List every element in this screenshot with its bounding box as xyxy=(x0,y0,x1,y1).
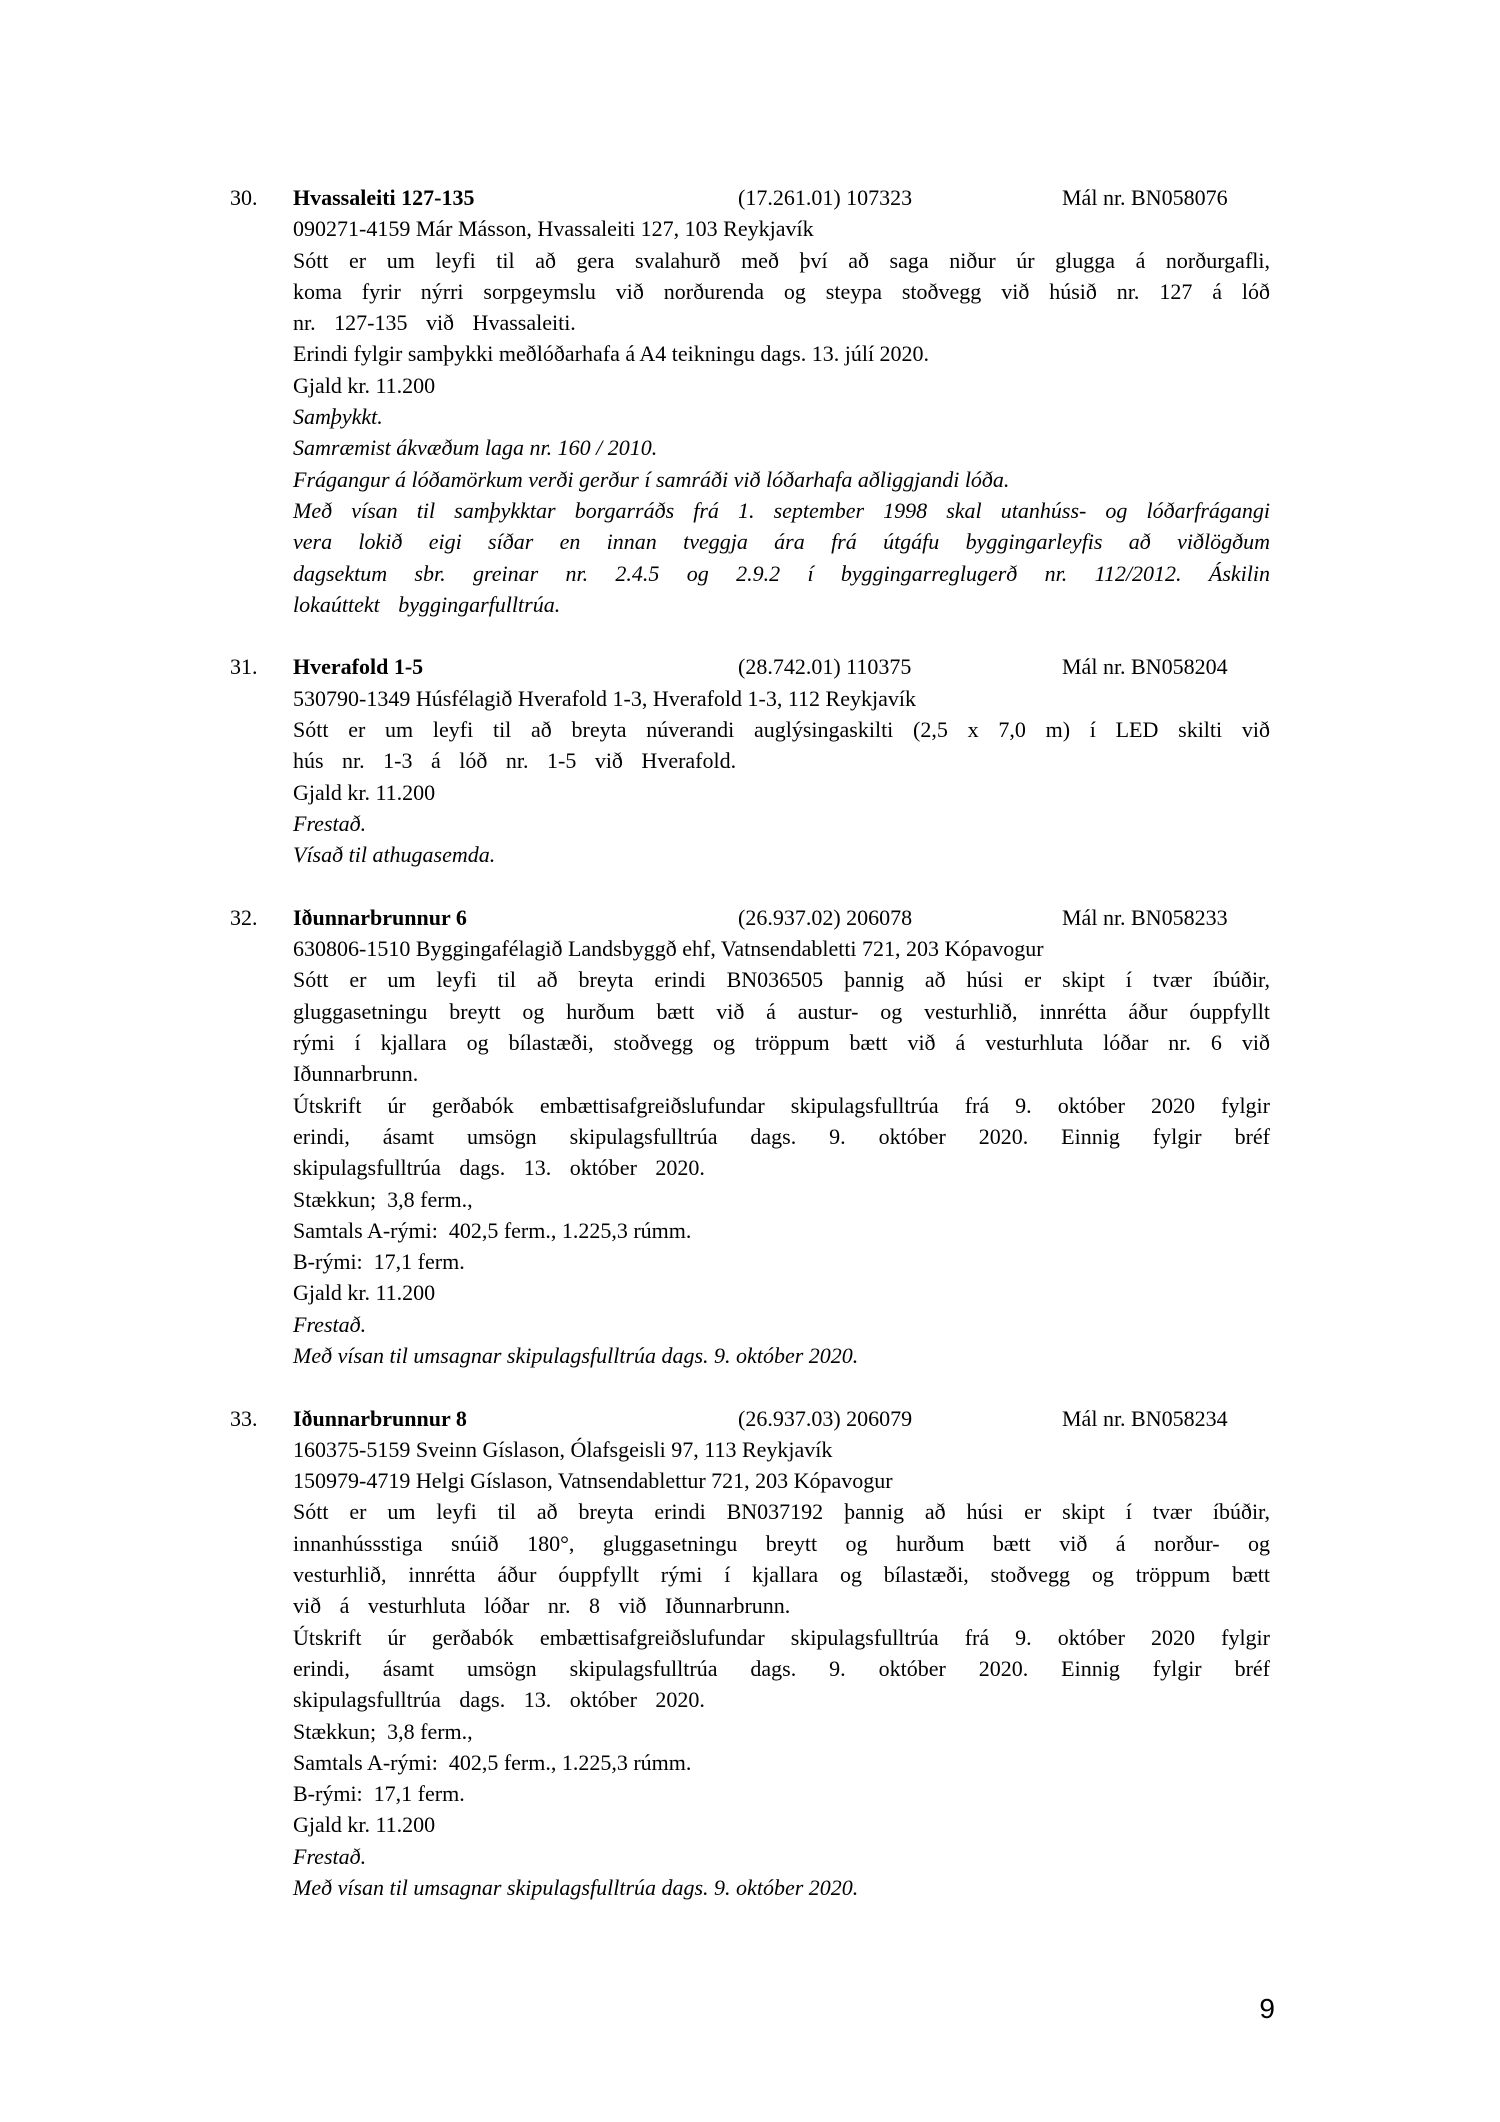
decision-line: Frágangur á lóðamörkum verði gerður í samráði við lóðarhafa aðliggjandi lóða. xyxy=(293,466,1010,492)
decision-line: Með vísan til umsagnar skipulagsfulltrúa dags. 9. október 2020. xyxy=(293,1875,859,1901)
party-line: 150979-4719 Helgi Gíslason, Vatnsendablettur 721, 203 Kópavogur xyxy=(293,1468,893,1494)
description-line: B-rými: 17,1 ferm. xyxy=(293,1781,465,1807)
item-headline xyxy=(293,651,1270,682)
item-headline xyxy=(293,182,1270,213)
agenda-item xyxy=(230,1403,1270,1904)
item-content xyxy=(293,902,1270,1371)
page-number: 9 xyxy=(1259,1993,1275,2024)
item-body xyxy=(293,213,1270,620)
description-line: Gjald kr. 11.200 xyxy=(293,372,436,398)
party-line: 530790-1349 Húsfélagið Hverafold 1-3, Hverafold 1-3, 112 Reykjavík xyxy=(293,685,916,711)
item-number: 32. xyxy=(230,904,258,930)
item-body xyxy=(293,683,1270,871)
decision-line: Frestað. xyxy=(293,1311,367,1337)
description-line: Gjald kr. 11.200 xyxy=(293,1280,436,1306)
description-line: Sótt er um leyfi til að breyta núverandi auglýsingaskilti (2,5 x 7,0 m) í LED skilti við hús nr. 1-3 á lóð nr. 1-5 við Hverafold. xyxy=(293,717,1270,774)
item-ref-number: (26.937.02) 206078 xyxy=(738,904,913,930)
description-line: Sótt er um leyfi til að breyta erindi BN036505 þannig að húsi er skipt í tvær íbúðir, gluggasetningu breytt og hurðum bætt við á austur- og vesturhlið, innrétta áður óuppfyllt rými í kjallara og bílastæði, stoðvegg og tröppum bætt við á vesturhluta lóðar nr. 6 við Iðunnarbrunn. xyxy=(293,967,1270,1087)
item-content xyxy=(293,182,1270,620)
party-line: 630806-1510 Byggingafélagið Landsbyggð ehf, Vatnsendabletti 721, 203 Kópavogur xyxy=(293,936,1044,962)
item-ref-number: (28.742.01) 110375 xyxy=(738,654,912,680)
description-line: Gjald kr. 11.200 xyxy=(293,1812,436,1838)
item-case-number: Mál nr. BN058233 xyxy=(1062,904,1228,930)
agenda-item xyxy=(230,902,1270,1371)
item-ref-number: (26.937.03) 206079 xyxy=(738,1405,913,1431)
decision-line: Frestað. xyxy=(293,810,367,836)
description-line: Stækkun; 3,8 ferm., xyxy=(293,1718,473,1744)
item-body xyxy=(293,1434,1270,1903)
decision-line: Með vísan til samþykktar borgarráðs frá 1. september 1998 skal utanhúss- og lóðarfrágangi vera lokið eigi síðar en innan tveggja ára frá útgáfu byggingarleyfis að viðlögðum dagsektum sbr. greinar nr. 2.4.5 og 2.9.2 í byggingarreglugerð nr. 112/2012. Áskilin lokaúttekt byggingarfulltrúa. xyxy=(293,497,1270,617)
description-line: Stækkun; 3,8 ferm., xyxy=(293,1186,473,1212)
item-case-number: Mál nr. BN058204 xyxy=(1062,654,1228,680)
agenda-item xyxy=(230,182,1270,620)
agenda-item xyxy=(230,651,1270,870)
description-line: B-rými: 17,1 ferm. xyxy=(293,1249,465,1275)
item-title: Iðunnarbrunnur 6 xyxy=(293,904,467,930)
decision-line: Með vísan til umsagnar skipulagsfulltrúa dags. 9. október 2020. xyxy=(293,1342,859,1368)
description-line: Erindi fylgir samþykki meðlóðarhafa á A4 teikningu dags. 13. júlí 2020. xyxy=(293,341,930,367)
description-line: Samtals A-rými: 402,5 ferm., 1.225,3 rúmm. xyxy=(293,1217,692,1243)
item-title: Hverafold 1-5 xyxy=(293,654,424,680)
item-number: 30. xyxy=(230,185,258,210)
item-content xyxy=(293,651,1270,870)
description-line: Útskrift úr gerðabók embættisafgreiðslufundar skipulagsfulltrúa frá 9. október 2020 fylgir erindi, ásamt umsögn skipulagsfulltrúa dags. 9. október 2020. Einnig fylgir bréf skipulagsfulltrúa dags. 13. október 2020. xyxy=(293,1624,1270,1713)
decision-line: Samþykkt. xyxy=(293,404,383,430)
item-headline xyxy=(293,902,1270,933)
description-line: Útskrift úr gerðabók embættisafgreiðslufundar skipulagsfulltrúa frá 9. október 2020 fylgir erindi, ásamt umsögn skipulagsfulltrúa dags. 9. október 2020. Einnig fylgir bréf skipulagsfulltrúa dags. 13. október 2020. xyxy=(293,1092,1270,1181)
item-ref-number: (17.261.01) 107323 xyxy=(738,185,913,210)
item-number: 31. xyxy=(230,654,258,680)
party-line: 160375-5159 Sveinn Gíslason, Ólafsgeisli 97, 113 Reykjavík xyxy=(293,1436,833,1462)
item-case-number: Mál nr. BN058234 xyxy=(1062,1405,1228,1431)
item-title: Hvassaleiti 127-135 xyxy=(293,185,475,210)
decision-line: Frestað. xyxy=(293,1843,367,1869)
description-line: Sótt er um leyfi til að gera svalahurð með því að saga niður úr glugga á norðurgafli, koma fyrir nýrri sorpgeymslu við norðurenda og steypa stoðvegg við húsið nr. 127 á lóð nr. 127-135 við Hvassaleiti. xyxy=(293,247,1270,336)
description-line: Sótt er um leyfi til að breyta erindi BN037192 þannig að húsi er skipt í tvær íbúðir, innanhússstiga snúið 180°, gluggasetningu breytt og hurðum bætt við á norður- og vesturhlið, innrétta áður óuppfyllt rými í kjallara og bílastæði, stoðvegg og tröppum bætt við á vesturhluta lóðar nr. 8 við Iðunnarbrunn. xyxy=(293,1499,1270,1619)
item-content xyxy=(293,1403,1270,1904)
decision-line: Samræmist ákvæðum laga nr. 160 / 2010. xyxy=(293,435,658,461)
item-number: 33. xyxy=(230,1405,258,1431)
item-headline xyxy=(293,1403,1270,1434)
item-case-number: Mál nr. BN058076 xyxy=(1062,185,1228,210)
item-title: Iðunnarbrunnur 8 xyxy=(293,1405,467,1431)
decision-line: Vísað til athugasemda. xyxy=(293,842,496,868)
description-line: Samtals A-rými: 402,5 ferm., 1.225,3 rúmm. xyxy=(293,1749,692,1775)
party-line: 090271-4159 Már Másson, Hvassaleiti 127, 103 Reykjavík xyxy=(293,216,814,242)
description-line: Gjald kr. 11.200 xyxy=(293,779,436,805)
agenda-items xyxy=(230,182,1270,1903)
item-body xyxy=(293,933,1270,1371)
